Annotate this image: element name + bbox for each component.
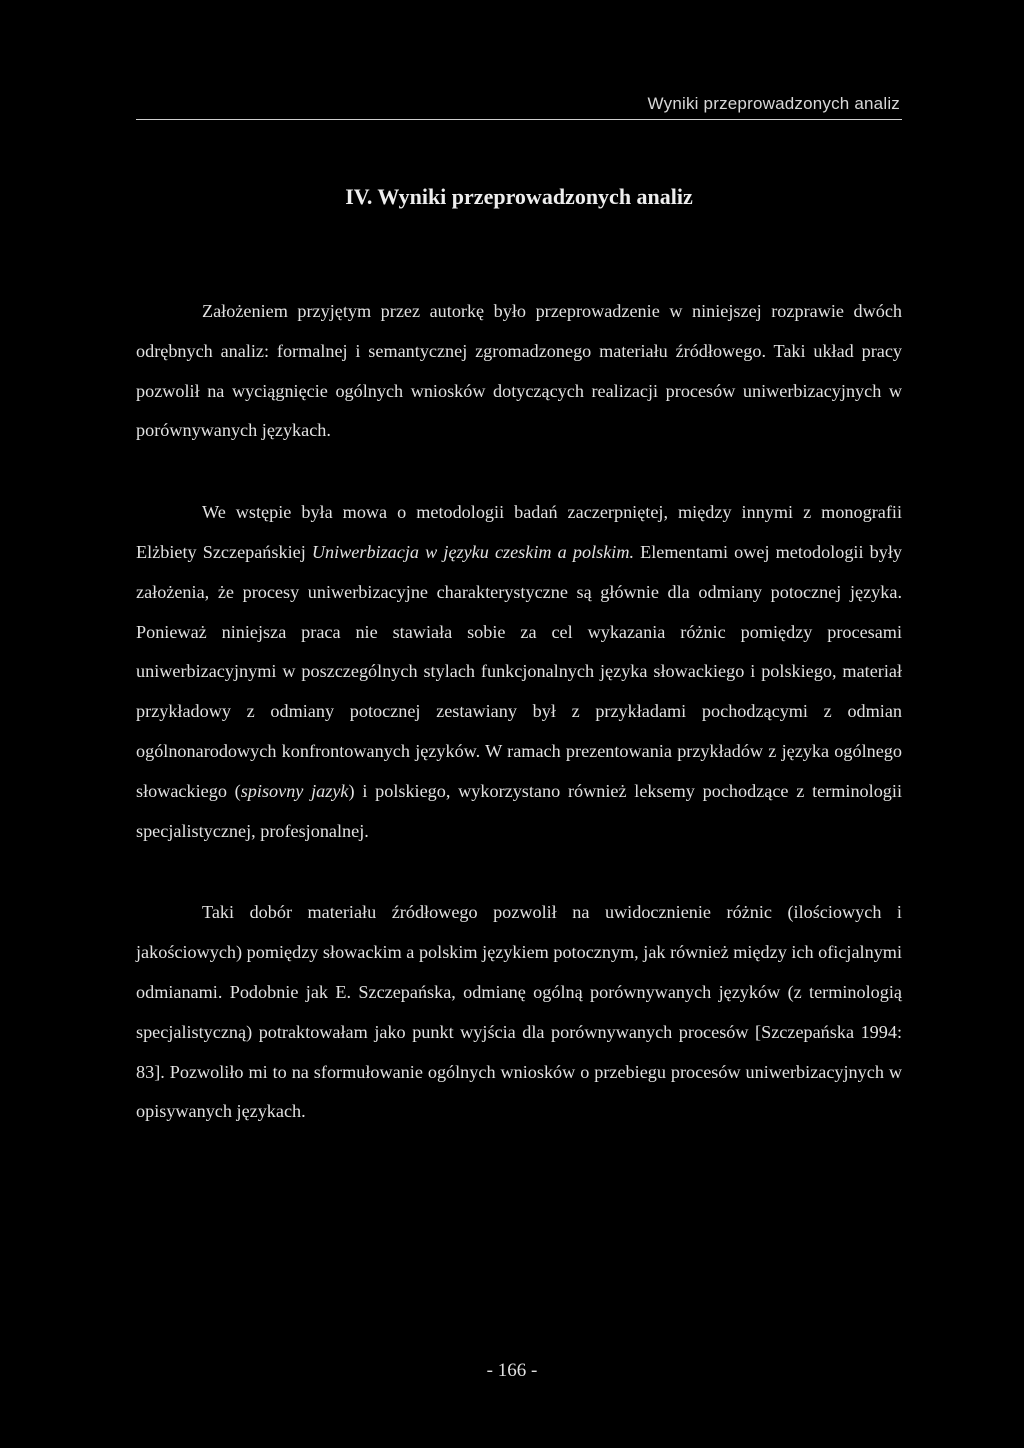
body-text — [136, 292, 902, 1174]
header-rule — [136, 119, 902, 120]
term-spisovny-jazyk: spisovny jazyk — [240, 780, 349, 801]
running-header — [136, 94, 902, 120]
paragraph-2 — [136, 493, 902, 851]
book-title: Uniwerbizacja w języku czeskim a polskim. — [311, 541, 635, 562]
running-header-text: Wyniki przeprowadzonych analiz — [647, 94, 900, 113]
paragraph-1: Założeniem przyjętym przez autorkę było przeprowadzenie w niniejszej rozprawie dwóch odrębnych analiz: formalnej i semantycznej zgromadzonego materiału źródłowego. Taki układ pracy pozwolił na wyciągnięcie ogólnych wniosków dotyczących realizacji procesów uniwerbizacyjnych w porównywanych językach. — [136, 301, 902, 441]
chapter-title: IV. Wyniki przeprowadzonych analiz — [345, 184, 693, 209]
paragraph-3: Taki dobór materiału źródłowego pozwolił na uwidocznienie różnic (ilościowych i jakościowych) pomiędzy słowackim a polskim językiem potocznym, jak również między ich oficjalnymi odmianami. Podobnie jak E. Szczepańska, odmianę ogólną porównywanych języków (z terminologią specjalistyczną) potraktowałam jako punkt wyjścia dla porównywanych procesów [Szczepańska 1994: 83]. Pozwoliło mi to na sformułowanie ogólnych wniosków o przebiegu procesów uniwerbizacyjnych w opisywanych językach. — [136, 902, 902, 1122]
paragraph-2-part-a: We wstępie była mowa o metodologii badań zaczerpniętej, między innymi z monografii Elżbiety Szczepańskiej — [136, 502, 902, 562]
page-number: - 166 - — [486, 1360, 538, 1381]
paragraph-2-part-b: Elementami owej metodologii były założenia, że procesy uniwerbizacyjne charakterystyczne są głównie dla odmiany potocznej języka. Ponieważ niniejsza praca nie stawiała sobie za cel wykazania różnic pomiędzy procesami uniwerbizacyjnymi w poszczególnych stylach funkcjonalnych języka słowackiego i polskiego, materiał przykładowy z odmiany potocznej zestawiany był z przykładami pochodzącymi z odmian ogólnonarodowych konfrontowanych języków. W ramach prezentowania przykładów z języka ogólnego słowackiego ( — [136, 541, 903, 801]
paragraph-2-part-c: ) i polskiego, wykorzystano również leksemy pochodzące z terminologii specjalistycznej, profesjonalnej. — [136, 780, 902, 841]
